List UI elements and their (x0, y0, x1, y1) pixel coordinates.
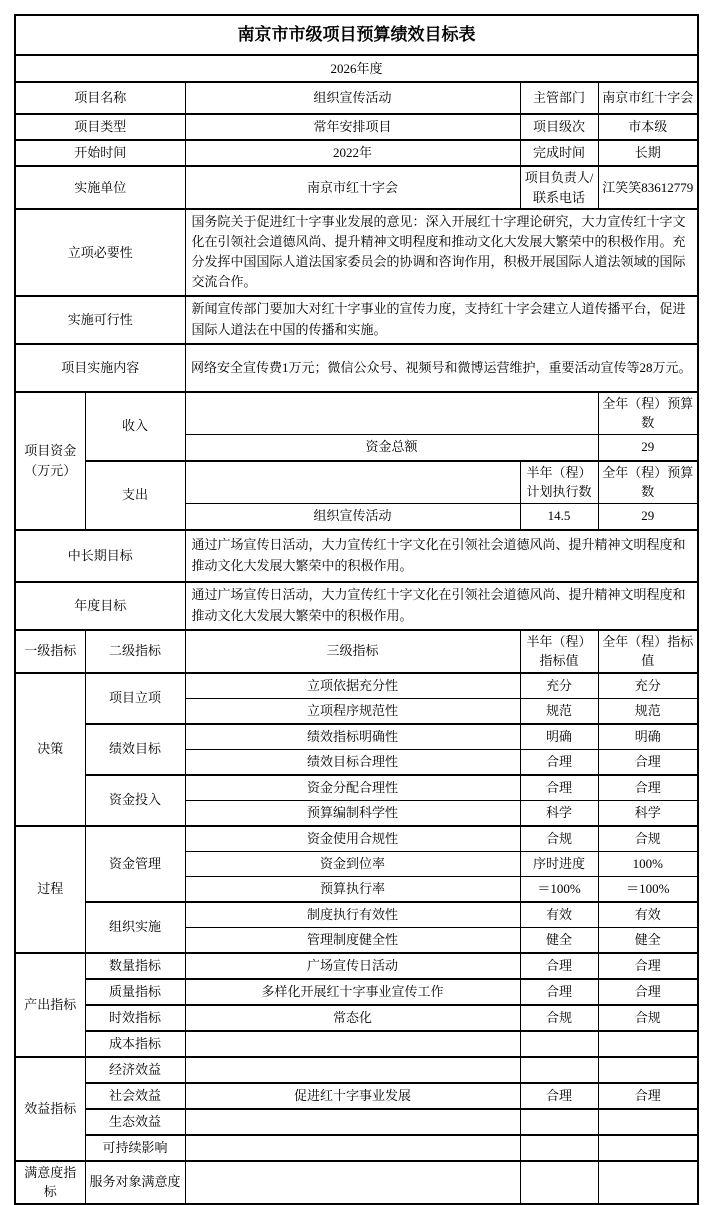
indicator-name: 立项程序规范性 (185, 698, 520, 724)
subgroup-label: 项目立项 (85, 673, 185, 724)
funding-total-annual: 29 (598, 434, 698, 461)
project-type-label: 项目类型 (15, 114, 185, 140)
table-row (15, 775, 698, 801)
indicator-half: 有效 (520, 902, 598, 928)
indicator-half: 合规 (520, 826, 598, 852)
start-time-value: 2022年 (185, 140, 520, 166)
table-row (15, 979, 698, 1005)
table-row (15, 392, 698, 435)
indicator-half: 序时进度 (520, 851, 598, 876)
indicator-annual: ＝100% (598, 876, 698, 902)
table-row (15, 530, 698, 582)
indicator-name: 常态化 (185, 1005, 520, 1031)
indicator-annual (598, 1135, 698, 1161)
indicator-half: 科学 (520, 800, 598, 826)
table-row (15, 1161, 698, 1204)
indicator-name: 促进红十字事业发展 (185, 1083, 520, 1109)
subgroup-label: 经济效益 (85, 1057, 185, 1083)
indicator-name: 资金分配合理性 (185, 775, 520, 801)
indicator-half (520, 1135, 598, 1161)
indicator-name: 绩效指标明确性 (185, 724, 520, 750)
group-label: 效益指标 (15, 1057, 85, 1161)
indicator-half: 合规 (520, 1005, 598, 1031)
indicator-name (185, 1031, 520, 1057)
header-level3: 三级指标 (185, 630, 520, 673)
table-row (15, 461, 698, 504)
indicator-name: 多样化开展红十字事业宣传工作 (185, 979, 520, 1005)
necessity-label: 立项必要性 (15, 209, 185, 296)
indicator-annual: 充分 (598, 673, 698, 699)
subgroup-label: 资金管理 (85, 826, 185, 902)
subgroup-label: 成本指标 (85, 1031, 185, 1057)
subgroup-label: 服务对象满意度 (85, 1161, 185, 1204)
table-row (15, 630, 698, 673)
group-label: 过程 (15, 826, 85, 953)
table-row (15, 724, 698, 750)
table-row (15, 902, 698, 928)
budget-performance-table-sheet (14, 14, 697, 1205)
funding-expense-annual-header: 全年（程）预算数 (598, 461, 698, 504)
manager-label: 项目负责人/联系电话 (520, 166, 598, 209)
indicator-annual (598, 1057, 698, 1083)
finish-time-label: 完成时间 (520, 140, 598, 166)
indicator-annual: 有效 (598, 902, 698, 928)
table-row (15, 166, 698, 209)
subgroup-label: 质量指标 (85, 979, 185, 1005)
subgroup-label: 绩效目标 (85, 724, 185, 775)
indicator-name: 立项依据充分性 (185, 673, 520, 699)
subgroup-label: 组织实施 (85, 902, 185, 953)
feasibility-text: 新闻宣传部门要加大对红十字事业的宣传力度，支持红十字会建立人道传播平台，促进国际人道法在中国的传播和实施。 (185, 296, 698, 344)
indicator-half (520, 1161, 598, 1204)
table-row (15, 296, 698, 344)
funding-total-label: 资金总额 (185, 434, 598, 461)
midterm-goal-label: 中长期目标 (15, 530, 185, 582)
subgroup-label: 社会效益 (85, 1083, 185, 1109)
table-row (15, 826, 698, 852)
midterm-goal-text: 通过广场宣传日活动，大力宣传红十字文化在引领社会道德风尚、提升精神文明程度和推动文化大发展大繁荣中的积极作用。 (185, 530, 698, 582)
funding-expense-half-value: 14.5 (520, 503, 598, 530)
indicator-name: 资金到位率 (185, 851, 520, 876)
indicator-half: 合理 (520, 979, 598, 1005)
indicator-name: 绩效目标合理性 (185, 749, 520, 775)
indicator-half: 规范 (520, 698, 598, 724)
indicator-annual (598, 1161, 698, 1204)
table-row (15, 953, 698, 979)
indicator-annual: 明确 (598, 724, 698, 750)
funding-label: 项目资金（万元） (15, 392, 85, 530)
funding-expense-blank (185, 461, 520, 504)
indicator-annual: 合理 (598, 1083, 698, 1109)
dept-label: 主管部门 (520, 82, 598, 114)
indicator-half: 合理 (520, 749, 598, 775)
indicator-name: 制度执行有效性 (185, 902, 520, 928)
indicator-annual: 健全 (598, 927, 698, 953)
subgroup-label: 时效指标 (85, 1005, 185, 1031)
start-time-label: 开始时间 (15, 140, 185, 166)
group-label: 决策 (15, 673, 85, 826)
table-row (15, 1135, 698, 1161)
indicator-half (520, 1031, 598, 1057)
table-row (15, 55, 698, 82)
indicator-annual: 合理 (598, 979, 698, 1005)
finish-time-value: 长期 (598, 140, 698, 166)
indicator-half: 健全 (520, 927, 598, 953)
indicator-half (520, 1057, 598, 1083)
necessity-text: 国务院关于促进红十字事业发展的意见：深入开展红十字理论研究，大力宣传红十字文化在引领社会道德风尚、提升精神文明程度和推动文化大发展大繁荣中的积极作用。充分发挥中国国际人道法国家委员会的协调和咨询作用，积极开展国际人道法领域的国际交流合作。 (185, 209, 698, 296)
feasibility-label: 实施可行性 (15, 296, 185, 344)
indicator-half: 合理 (520, 775, 598, 801)
table-row (15, 82, 698, 114)
indicator-annual (598, 1031, 698, 1057)
table-row (15, 140, 698, 166)
table-row (15, 582, 698, 630)
subgroup-label: 资金投入 (85, 775, 185, 826)
project-name-label: 项目名称 (15, 82, 185, 114)
table-row (15, 1031, 698, 1057)
group-label: 产出指标 (15, 953, 85, 1057)
indicator-name (185, 1135, 520, 1161)
funding-half-header: 半年（程）计划执行数 (520, 461, 598, 504)
header-level2: 二级指标 (85, 630, 185, 673)
dept-value: 南京市红十字会 (598, 82, 698, 114)
indicator-half: 合理 (520, 953, 598, 979)
table-row (15, 1057, 698, 1083)
indicator-annual: 100% (598, 851, 698, 876)
page-title: 南京市市级项目预算绩效目标表 (15, 15, 698, 55)
table-row (15, 673, 698, 699)
indicator-annual: 合理 (598, 749, 698, 775)
impl-unit-label: 实施单位 (15, 166, 185, 209)
header-level1: 一级指标 (15, 630, 85, 673)
annual-goal-label: 年度目标 (15, 582, 185, 630)
annual-goal-text: 通过广场宣传日活动，大力宣传红十字文化在引领社会道德风尚、提升精神文明程度和推动文化大发展大繁荣中的积极作用。 (185, 582, 698, 630)
manager-value: 江笑笑83612779 (598, 166, 698, 209)
indicator-name: 资金使用合规性 (185, 826, 520, 852)
indicator-annual: 合理 (598, 953, 698, 979)
indicator-half: ＝100% (520, 876, 598, 902)
header-half-value: 半年（程）指标值 (520, 630, 598, 673)
impl-content-text: 网络安全宣传费1万元；微信公众号、视频号和微博运营维护，重要活动宣传等28万元。 (185, 344, 698, 392)
project-level-label: 项目级次 (520, 114, 598, 140)
subgroup-label: 数量指标 (85, 953, 185, 979)
funding-expense-item: 组织宣传活动 (185, 503, 520, 530)
header-annual-value: 全年（程）指标值 (598, 630, 698, 673)
table-row (15, 1005, 698, 1031)
table-row (15, 344, 698, 392)
indicator-name (185, 1057, 520, 1083)
funding-expense-annual-value: 29 (598, 503, 698, 530)
indicator-annual: 合规 (598, 1005, 698, 1031)
fiscal-year: 2026年度 (15, 55, 698, 82)
funding-income-annual-header: 全年（程）预算数 (598, 392, 698, 435)
project-type-value: 常年安排项目 (185, 114, 520, 140)
indicator-name: 广场宣传日活动 (185, 953, 520, 979)
funding-income-label: 收入 (85, 392, 185, 461)
indicator-half: 合理 (520, 1083, 598, 1109)
indicator-half: 充分 (520, 673, 598, 699)
table-row (15, 1083, 698, 1109)
performance-target-table (14, 14, 699, 1205)
project-name-value: 组织宣传活动 (185, 82, 520, 114)
subgroup-label: 生态效益 (85, 1109, 185, 1135)
indicator-name: 预算执行率 (185, 876, 520, 902)
table-row (15, 15, 698, 55)
indicator-annual: 规范 (598, 698, 698, 724)
subgroup-label: 可持续影响 (85, 1135, 185, 1161)
indicator-name: 预算编制科学性 (185, 800, 520, 826)
indicator-name (185, 1161, 520, 1204)
indicator-name: 管理制度健全性 (185, 927, 520, 953)
group-label: 满意度指标 (15, 1161, 85, 1204)
indicator-half: 明确 (520, 724, 598, 750)
table-row (15, 114, 698, 140)
funding-income-blank (185, 392, 598, 435)
project-level-value: 市本级 (598, 114, 698, 140)
indicator-annual: 合规 (598, 826, 698, 852)
impl-unit-value: 南京市红十字会 (185, 166, 520, 209)
table-row (15, 209, 698, 296)
indicator-annual: 科学 (598, 800, 698, 826)
indicator-annual: 合理 (598, 775, 698, 801)
impl-content-label: 项目实施内容 (15, 344, 185, 392)
funding-expense-label: 支出 (85, 461, 185, 530)
